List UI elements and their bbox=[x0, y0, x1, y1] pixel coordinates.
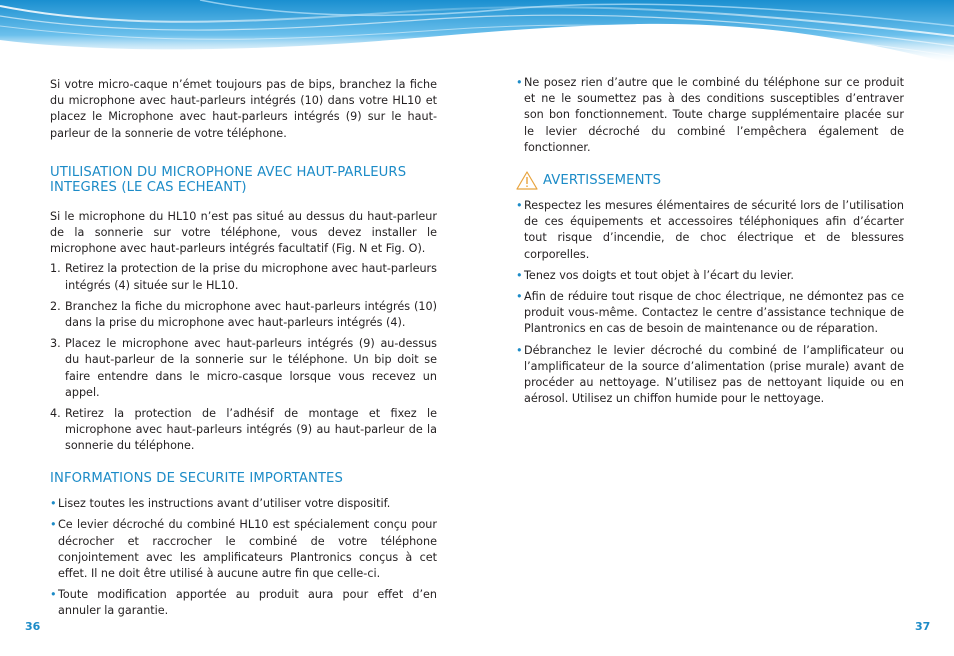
step-item: 1. Retirez la protection de la prise du microphone avec haut-parleurs intégrés (4) située sur le HL10. bbox=[50, 262, 437, 292]
step-item: 2. Branchez la fiche du microphone avec haut-parleurs intégrés (10) dans la prise du microphone avec haut-parleurs intégrés (4). bbox=[50, 299, 437, 330]
utilisation-paragraph: Si le microphone du HL10 n’est pas situé au dessus du haut-parleur de la sonnerie sur votre téléphone, vous devez installer le microphone avec haut-parleurs intégrés facultatif (Fig. N et Fig. O). bbox=[50, 209, 437, 256]
intro-paragraph: Si votre micro-caque n’émet toujours pas de bips, branchez la fiche du microphone avec haut-parleurs intégrés (10) dans votre HL10 et placez le Microphone avec haut-parleurs intégrés (9) sur le haut-parleur de la sonnerie de votre téléphone. bbox=[50, 78, 437, 140]
list-item: • Toute modification apportée au produit aura pour effet d’en annuler la garantie. bbox=[50, 588, 437, 618]
info-bullet-list bbox=[50, 496, 437, 619]
list-item: • Ce levier décroché du combiné HL10 est spécialement conçu pour décrocher et raccrocher le combiné de votre téléphone conjointement avec les amplificateurs Plantronics conçus à cet effet. Il ne doit être utilisé à aucune autre fin que celle-ci. bbox=[50, 518, 437, 580]
first-bullet-list bbox=[516, 75, 904, 156]
list-item: • Tenez vos doigts et tout objet à l’écart du levier. bbox=[516, 268, 904, 284]
step-item: 3. Placez le microphone avec haut-parleurs intégrés (9) au-dessus du haut-parleur de la sonnerie sur le téléphone. Un bip doit se faire entendre dans le micro-casque lorsque vous recevez un appel. bbox=[50, 337, 437, 399]
warn-bullet-list bbox=[516, 198, 904, 407]
left-column bbox=[50, 77, 437, 620]
list-item: • Lisez toutes les instructions avant d’utiliser votre dispositif. bbox=[50, 496, 437, 512]
heading-informations-securite: INFORMATIONS DE SECURITE IMPORTANTES bbox=[50, 470, 343, 486]
bullet-dot-icon: • bbox=[516, 268, 523, 282]
bullet-dot-icon: • bbox=[50, 497, 57, 511]
bullet-dot-icon: • bbox=[50, 518, 57, 532]
steps-list bbox=[50, 261, 437, 454]
right-column bbox=[516, 75, 904, 407]
list-item: • Afin de réduire tout risque de choc électrique, ne démontez pas ce produit vous-même. Contactez le centre d’assistance technique de Plantronics en cas de besoin de maintenance ou de réparation. bbox=[516, 290, 904, 336]
heading-utilisation: UTILISATION DU MICROPHONE AVEC HAUT-PARLEURS INTEGRES (LE CAS ECHEANT) bbox=[50, 164, 407, 196]
bullet-dot-icon: • bbox=[516, 199, 523, 213]
page-number-left: 36 bbox=[25, 620, 41, 633]
list-item: • Débranchez le levier décroché du combiné de l’amplificateur ou l’amplificateur de la source d’alimentation (prise murale) avant de procéder au nettoyage. N’utilisez pas de nettoyant liquide ou en aérosol. Utilisez un chiffon humide pour le nettoyage. bbox=[516, 343, 904, 406]
warnings-heading-row bbox=[516, 171, 904, 190]
step-item: 4. Retirez la protection de l’adhésif de montage et fixez le microphone avec haut-parleurs intégrés (9) au haut-parleur de la sonnerie du téléphone. bbox=[50, 407, 437, 453]
heading-avertissements: AVERTISSEMENTS bbox=[543, 172, 662, 188]
header-wave-banner bbox=[0, 0, 954, 72]
list-item: • Ne posez rien d’autre que le combiné du téléphone sur ce produit et ne le soumettez pas à des conditions susceptibles d’entraver son bon fonctionnement. Toute charge supplémentaire placée sur le levier décroché du combiné l’empêchera également de fonctionner. bbox=[516, 76, 904, 154]
bullet-dot-icon: • bbox=[516, 343, 523, 357]
page-number-right: 37 bbox=[915, 620, 931, 633]
bullet-dot-icon: • bbox=[516, 290, 523, 304]
bullet-dot-icon: • bbox=[516, 76, 523, 89]
warning-triangle-icon bbox=[516, 171, 538, 190]
list-item: • Respectez les mesures élémentaires de sécurité lors de l’utilisation de ces équipements et accessoires téléphoniques afin d’écarter tout risque d’incendie, de choc électrique et de blessures corporelles. bbox=[516, 199, 904, 261]
bullet-dot-icon: • bbox=[50, 588, 57, 602]
